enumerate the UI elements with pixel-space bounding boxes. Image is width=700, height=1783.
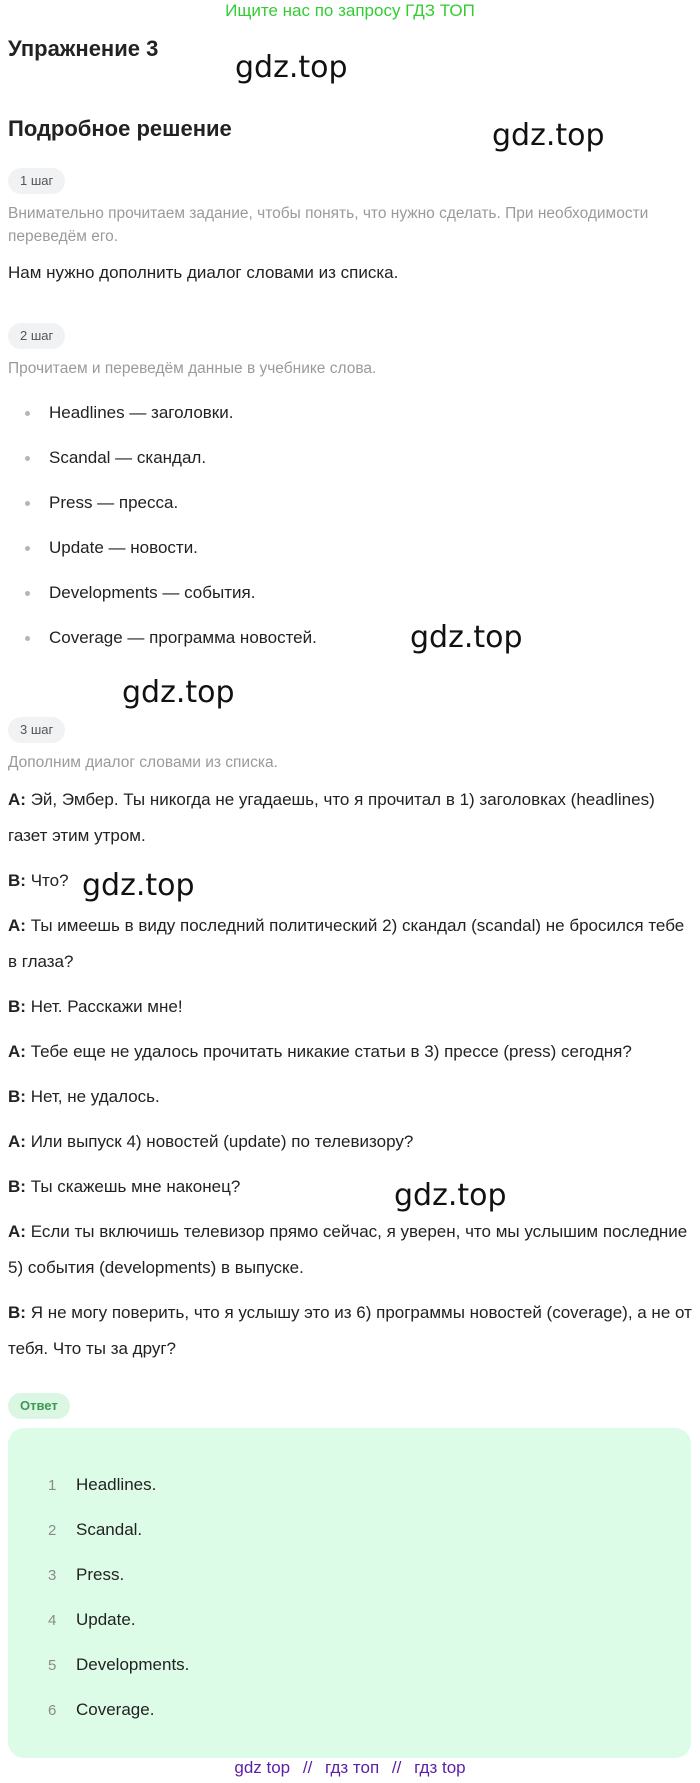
dialog-line [8,1124,693,1160]
dialog-text: Ты имеешь в виду последний политический 2) скандал (scandal) не бросился тебе в глаза? [8,916,685,971]
answer-box [8,1428,691,1758]
step-text: Нам нужно дополнить диалог словами из списка. [8,263,399,282]
footer-links [0,1756,700,1780]
answer-item [48,1652,189,1697]
answer-badge: Ответ [8,1393,70,1419]
dialog-line [8,908,693,980]
footer-separator: // [302,1758,313,1777]
footer-link[interactable]: gdz top [234,1758,291,1777]
dialog-line [8,782,693,854]
list-item: Scandal — скандал. [22,445,317,490]
dialog-line [8,1079,693,1115]
footer-link[interactable]: гдз top [414,1758,466,1777]
speaker-label: A: [8,1222,26,1241]
answer-item [48,1562,189,1607]
step-hint: Прочитаем и переведём данные в учебнике слова. [8,360,377,377]
watermark: gdz.top [410,620,523,655]
speaker-label: A: [8,1132,26,1151]
speaker-label: B: [8,871,26,890]
dialog-text: Нет. Расскажи мне! [30,997,183,1016]
watermark: gdz.top [122,675,235,710]
answer-list [48,1472,189,1742]
answer-text: Scandal. [76,1520,143,1539]
step-hint: Внимательно прочитаем задание, чтобы понять, что нужно сделать. При необходимости переведём его. [8,205,649,245]
dialog-line [8,863,693,899]
list-item: Update — новости. [22,535,317,580]
step-hint: Дополним диалог словами из списка. [8,754,278,771]
answer-number: 2 [48,1522,57,1539]
watermark: gdz.top [82,868,195,903]
answer-text: Update. [76,1610,136,1629]
list-item: Coverage — программа новостей. [22,625,317,670]
speaker-label: A: [8,1042,26,1061]
footer-separator: // [391,1758,402,1777]
step-badge: 3 шаг [8,717,65,743]
list-item: Headlines — заголовки. [22,400,317,445]
dialog-text: Что? [30,871,69,890]
speaker-label: B: [8,997,26,1016]
speaker-label: B: [8,1177,26,1196]
answer-text: Press. [76,1565,125,1584]
answer-number: 1 [48,1477,57,1494]
dialog-line [8,1034,693,1070]
dialog-text: Если ты включишь телевизор прямо сейчас, я уверен, что мы услышим последние 5) события (developments) в выпуске. [8,1222,688,1277]
footer-link[interactable]: гдз топ [325,1758,380,1777]
list-item: Developments — события. [22,580,317,625]
dialog-text: Тебе еще не удалось прочитать никакие статьи в 3) прессе (press) сегодня? [30,1042,632,1061]
step-badge: 2 шаг [8,323,65,349]
dialog-text: Я не могу поверить, что я услышу это из 6) программы новостей (coverage), а не от тебя. Что ты за друг? [8,1303,692,1358]
exercise-title: Упражнение 3 [8,36,159,61]
dialog-text: Ты скажешь мне наконец? [30,1177,241,1196]
list-item: Press — пресса. [22,490,317,535]
answer-text: Coverage. [76,1700,155,1719]
dialog-line [8,989,693,1025]
watermark: gdz.top [235,50,348,85]
watermark: gdz.top [394,1178,507,1213]
dialog-text: Или выпуск 4) новостей (update) по телевизору? [30,1132,414,1151]
answer-item [48,1517,189,1562]
dialog [8,782,693,1376]
answer-text: Headlines. [76,1475,157,1494]
answer-number: 4 [48,1612,57,1629]
answer-number: 5 [48,1657,57,1674]
dialog-text: Эй, Эмбер. Ты никогда не угадаешь, что я прочитал в 1) заголовках (headlines) газет этим утром. [8,790,655,845]
dialog-line [8,1169,693,1205]
dialog-line [8,1214,693,1286]
vocabulary-list [22,400,317,670]
answer-number: 6 [48,1702,57,1719]
answer-item [48,1697,189,1742]
answer-number: 3 [48,1567,57,1584]
answer-text: Developments. [76,1655,190,1674]
answer-item [48,1607,189,1652]
search-hint-banner: Ищите нас по запросу ГДЗ ТОП [225,1,475,20]
solution-title: Подробное решение [8,116,232,141]
dialog-line [8,1295,693,1367]
answer-item [48,1472,189,1517]
watermark: gdz.top [492,118,605,153]
speaker-label: A: [8,790,26,809]
dialog-text: Нет, не удалось. [30,1087,160,1106]
speaker-label: B: [8,1087,26,1106]
speaker-label: B: [8,1303,26,1322]
step-badge: 1 шаг [8,168,65,194]
speaker-label: A: [8,916,26,935]
